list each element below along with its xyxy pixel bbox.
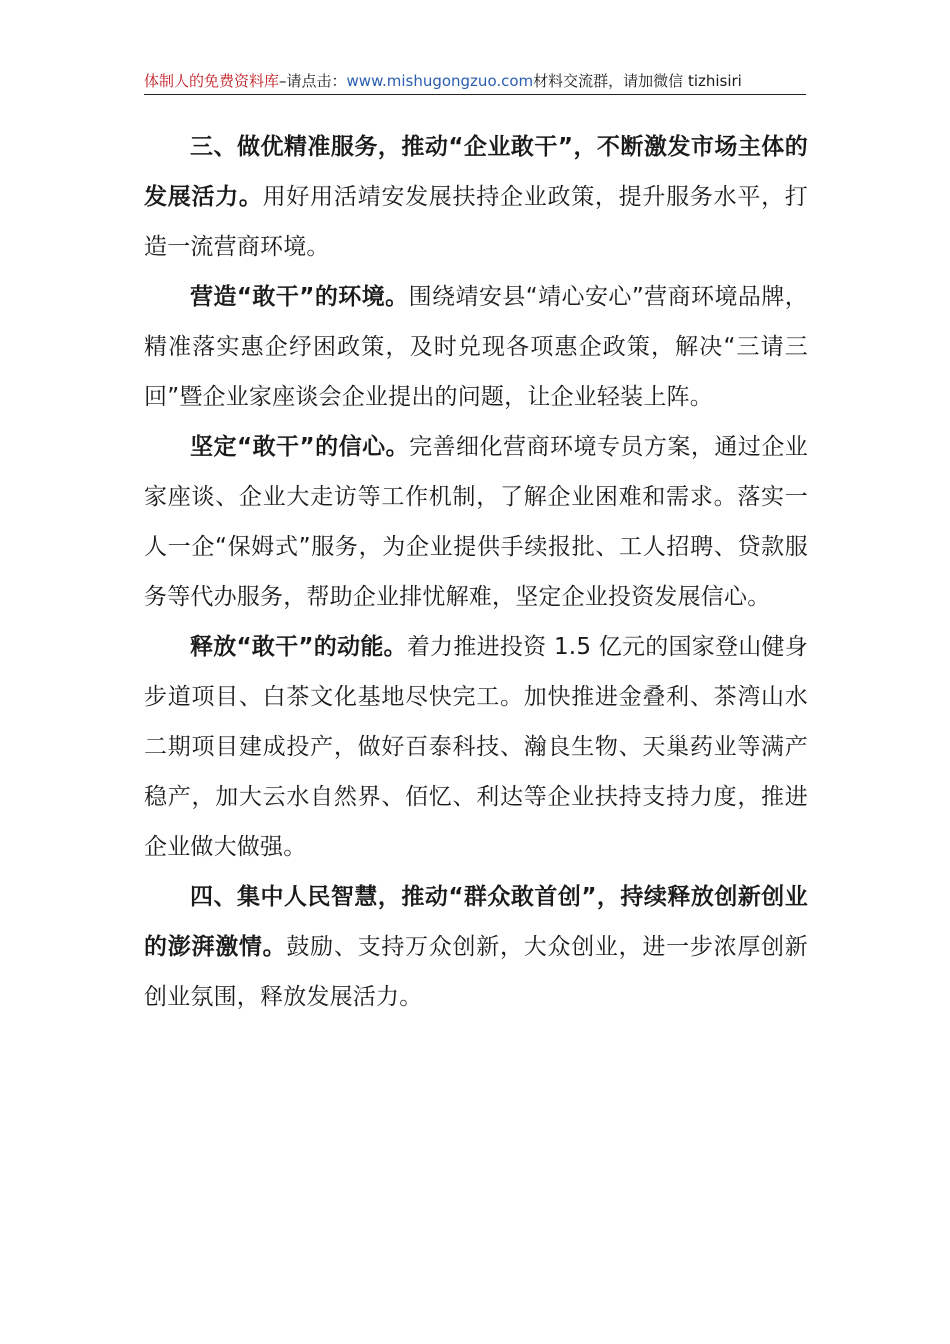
header-brand: 体制人的免费资料库 [144,72,280,90]
paragraph-heading: 营造“敢干”的环境。 [190,284,409,310]
paragraph-text: 完善细化营商环境专员方案，通过企业家座谈、企业大走访等工作机制，了解企业困难和需求。落实一人一企“保姆式”服务，为企业提供手续报批、工人招聘、贷款服务等代办服务，帮助企业排忧解难，坚定企业投资发展信心。 [144,434,809,610]
paragraph-confidence [144,422,808,622]
paragraph-text: 用好用活靖安发展扶持企业政策，提升服务水平，打造一流营商环境。 [144,184,808,260]
paragraph-heading: 释放“敢干”的动能。 [190,634,407,660]
page-header [144,68,806,95]
paragraph-heading: 四、集中人民智慧，推动“群众敢首创”，持续释放创新创业的澎湃激情。 [144,884,808,960]
paragraph-text: 着力推进投资 1.5 亿元的国家登山健身步道项目、白茶文化基地尽快完工。加快推进金叠利、茶湾山水二期项目建成投产，做好百泰科技、瀚良生物、天巢药业等满产稳产，加大云水自然界、佰忆、利达等企业扶持支持力度，推进企业做大做强。 [144,634,809,860]
paragraph-environment [144,272,808,422]
paragraph-text: 围绕靖安县“靖心安心”营商环境品牌，精准落实惠企纾困政策，及时兑现各项惠企政策，解决“三请三回”暨企业家座谈会企业提出的问题，让企业轻装上阵。 [144,284,808,410]
document-body [144,122,808,1022]
paragraph-section-three [144,122,808,272]
paragraph-momentum [144,622,808,872]
header-contact: 材料交流群，请加微信 tizhisiri [533,72,742,90]
paragraph-heading: 三、做优精准服务，推动“企业敢干”，不断激发市场主体的发展活力。 [144,134,808,210]
paragraph-section-four [144,872,808,1022]
paragraph-text: 鼓励、支持万众创新，大众创业，进一步浓厚创新创业氛围，释放发展活力。 [144,934,808,1010]
header-url-link[interactable]: www.mishugongzuo.com [346,72,534,90]
header-click-prompt: –请点击： [279,72,347,90]
paragraph-heading: 坚定“敢干”的信心。 [190,434,410,460]
